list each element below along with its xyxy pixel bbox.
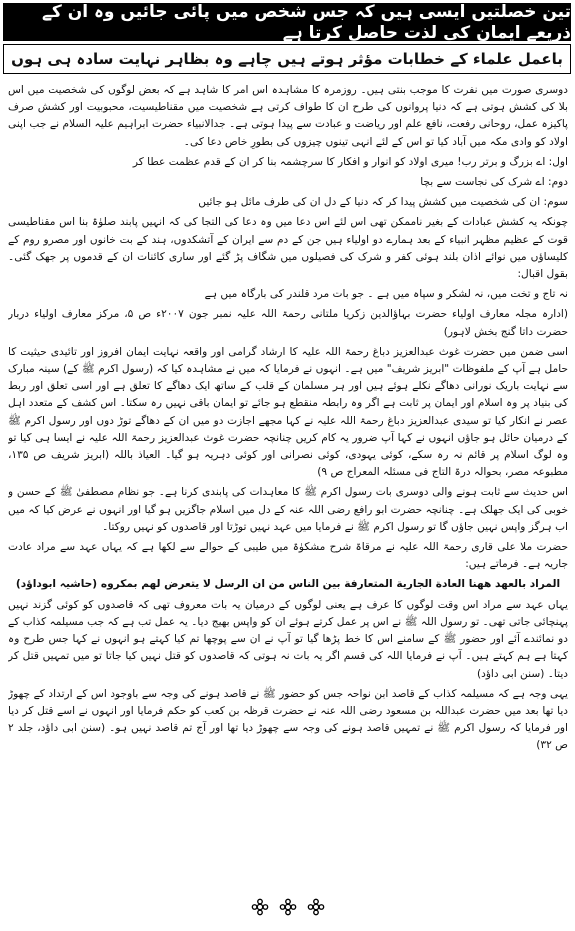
arabic-quote: المراد بالعهد ههنا العادة الجارية المتعارفة بين الناس من ان الرسل لا يتعرض لهم بمكروه (حاشیہ ابوداؤد) — [15, 578, 561, 591]
page-title: تین خصلتیں ایسی ہیں کہ جس شخص میں پائی جائیں وہ ان کے ذریعے ایمان کی لذت حاصل کرتا ہے — [41, 2, 571, 43]
reference: (ادارہ مجلہ معارف اولیاء حضرت بہاؤالدین زکریا ملتانی رحمۃ اللہ علیہ نمبر جون ۲۰۰۷ء ص ۵، مرکز معارف اولیاء دربار حضرت داتا گنج بخش لاہور) — [8, 308, 568, 338]
paragraph: اول: اے بزرگ و برتر رب! میری اولاد کو انوار و افکار کا سرچشمہ بنا کر ان کے قدم عظمت عطا کر — [132, 155, 568, 168]
paragraph: چونکہ یہ کشش عبادات کے بغیر ناممکن تھی اس لئے اس دعا میں وہ دعا کی التجا کی کہ انہیں پابند صلوٰۃ بنا اس مقناطیسی قوت کے عظیم مظہر انبیاء کے بعد ہمارے دو اولیاء ہیں جن کے دم سے ایران کے آتشکدوں، ہند کے بت خانوں اور مصرو روم کے کلیساؤں میں نوائے اذان بلند ہوئی کفر و شرک کی فصیلوں میں شگاف پڑ گئے اور ساری کائنات ان کے قدموں پر جھک گئی۔ بقول اقبال: — [8, 216, 568, 281]
subtitle-bar — [3, 44, 571, 74]
paragraph: اس حدیث سے ثابت ہونے والی دوسری بات رسول اکرم ﷺ کا معاہدات کی پابندی کرنا ہے۔ جو نظام مصطفیٰ ﷺ کے حسن و خوبی کی ایک جھلک ہے۔ چنانچہ حضرت ابو رافع رضی اللہ عنہ کے دل میں اسلام جاگزیں ہو گیا اور انہوں نے عرض کیا کہ میں اب ہرگز واپس نہیں جاؤں گا تو رسول اکرم ﷺ نے فرمایا میں عہد نہیں توڑتا اور قاصدوں کو نہیں روکتا۔ — [8, 486, 568, 533]
paragraph: یہی وجہ ہے کہ مسیلمہ کذاب کے قاصد ابن نواحہ جس کو حضور ﷺ نے قاصد ہونے کی وجہ سے باوجود اس کے ارتداد کے چھوڑ دیا تھا بعد میں حضرت عبداللہ بن مسعود رضی اللہ عنہ نے حضرت قرظہ بن کعب کو حکم فرمایا اور انہوں نے اسے قتل کر دیا اور فرمایا کہ رسول اکرم ﷺ نے تمہیں قاصد ہونے کی وجہ سے چھوڑ دیا تھا اور آج تم قاصد نہیں ہو۔ (سنن ابی داؤد، جلد ۲ ص ۳۲) — [8, 687, 568, 752]
ornament-row — [0, 898, 575, 924]
flower-ornament-icon — [307, 898, 325, 916]
paragraph: حضرت ملا علی قاری رحمۃ اللہ علیہ نے مرقاۃ شرح مشکوٰۃ میں طیبی کے حوالے سے لکھا ہے کہ یہاں عہد سے مراد عادت جاریہ ہے۔ فرماتے ہیں: — [8, 541, 568, 571]
paragraph: سوم: ان کی شخصیت میں کشش پیدا کر کہ دنیا کے دل ان کی طرف مائل ہو جائیں — [198, 196, 568, 209]
paragraph: دوم: اے شرک کی نجاست سے بچا — [420, 176, 568, 189]
article-body — [8, 82, 568, 882]
paragraph: دوسری صورت میں نفرت کا موجب بنتی ہیں۔ روزمرہ کا مشاہدہ اس امر کا شاہد ہے کہ بعض لوگوں کی شخصیت میں اس بلا کی کشش ہوتی ہے کہ دنیا پروانوں کی طرح ان کا طواف کرتی ہے شخصیت میں مقناطیسیت، محبوبیت اور کشش صرف پاکیزہ عمل، روحانی رفعت، نافع علم اور ریاضت و عبادت سے پیدا ہوتی ہے۔ جدالانبیاء حضرت ابراہیم علیہ السلام نے جب اپنی اولاد کو وادی مکہ میں آباد کیا تو اس کے لئے انہی تینوں چیزوں کی بطورِ خاص دعا کی۔ — [8, 84, 568, 148]
paragraph: یہاں عہد سے مراد اس وقت لوگوں کا عرف ہے یعنی لوگوں کے درمیان یہ بات معروف تھی کہ قاصدوں کو کوئی گزند نہیں پہنچائی جاتی تھی۔ تو رسول اللہ ﷺ نے اس پر عمل کرتے ہوئے ان کو واپس بھیج دیا۔ یہ عمل تب ہے کہ جب مسیلمہ کذاب کے دو نمائندے آئے اور حضور ﷺ کے سامنے اس کا خط پڑھا گیا تو آپ نے ان سے پوچھا تم کیا کہتے ہو انہوں نے کہا جس طرح وہ کہتا ہے ہم کہتے ہیں۔ آپ نے فرمایا اللہ کی قسم اگر یہ بات نہ ہوتی کہ قاصدوں کو قتل نہیں کیا جاتا تو میں تمہیں قتل کر دیتا۔ (سنن ابی داؤد) — [8, 598, 568, 680]
poetry-line: نہ تاج و تخت میں، نہ لشکر و سپاہ میں ہے ۔ جو بات مرد قلندر کی بارگاہ میں ہے — [204, 288, 568, 301]
paragraph: اسی ضمن میں حضرت غوث عبدالعزیز دباغ رحمۃ اللہ علیہ کا ارشاد گرامی اور واقعہ نہایت ایمان افروز اور تائیدی حیثیت کا حامل ہے آپ کے ملفوظات "ابریز شریف" میں ہے۔ انہوں نے فرمایا کہ میں نے مشاہدہ کیا کہ (رسول اکرم ﷺ کے) سینہ مبارک سے نہایت باریک نورانی دھاگے نکلے ہوئے ہیں اور ہر مسلمان کے قلب کے ساتھ ایک دھاگے کا تعلق ہے اور اسی تعلق اور ربط کی بنیاد پر وہ اسلام اور ایمان پر ثابت ہے اگر وہ رابطہ منقطع ہو جائے تو ایمان باقی نہیں رہ سکتا۔ اس کشف کے متعدد اہل عصر نے انکار کیا تو سیدی عبدالعزیز دباغ رحمۃ اللہ علیہ نے کہا مجھے اجازت دو میں ان کے دھاگے توڑ دوں اور رسول اکرم ﷺ کے درمیان حائل ہو جاؤں انہوں نے کہا آپ ضرور یہ کام کریں چنانچہ حضرت غوث عبدالعزیز رحمۃ اللہ علیہ نے ایسا ہی کیا تو وہ لوگ اسلام پر قائم نہ رہ سکے، کوئی یہودی، کوئی نصرانی اور کوئی دہریہ ہو گیا۔ العیاذ باللہ (ابریز شریف ص ۱۳۵، مطبوعہ مصر، بحوالہ درۃ التاج فی مسئلہ المعراج ص ۹) — [8, 345, 568, 479]
flower-ornament-icon — [279, 898, 297, 916]
title-bar — [3, 3, 571, 41]
page-subtitle: باعمل علماء کے خطابات مؤثر ہوتے ہیں چاہے وہ بظاہر نہایت سادہ ہی ہوں — [11, 50, 563, 68]
flower-ornament-icon — [251, 898, 269, 916]
